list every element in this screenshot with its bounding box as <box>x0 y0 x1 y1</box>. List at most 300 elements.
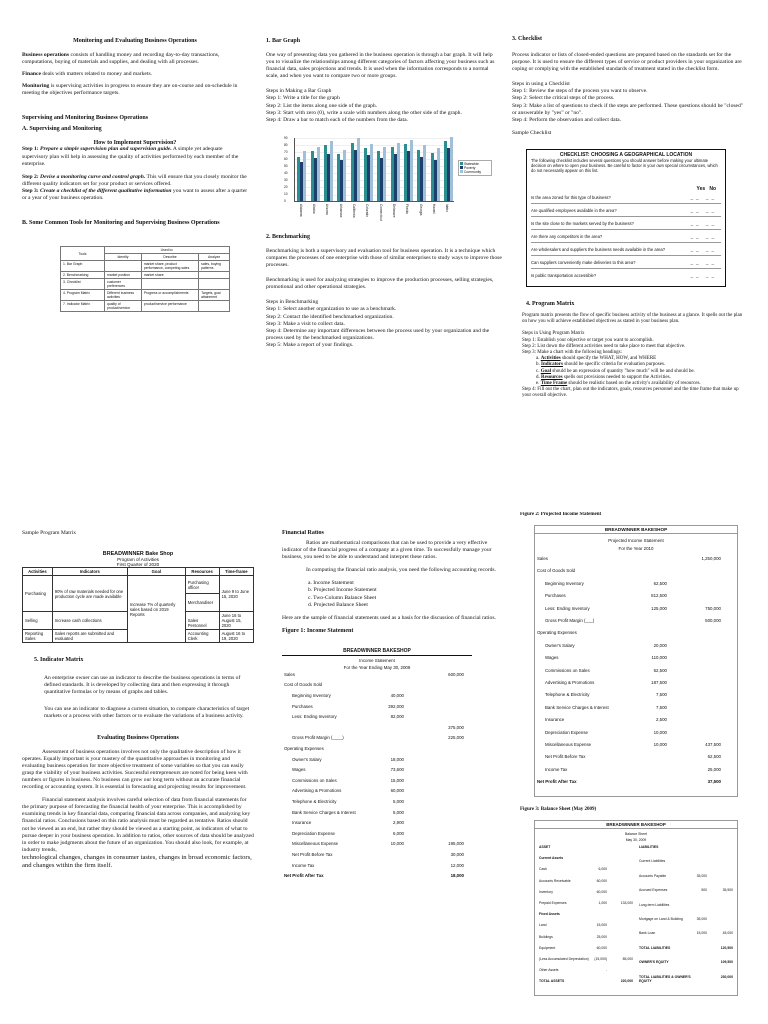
list-item: d. Projected Balance Sheet <box>308 601 368 608</box>
x-tick-label: Alaska <box>312 203 316 214</box>
statement-period: May 30, 2009 <box>625 838 647 842</box>
row-value: 6,000 <box>598 867 607 872</box>
row-value: 125,000 <box>651 605 667 611</box>
row-value: 7,500 <box>656 692 667 698</box>
row-value: 60,000 <box>390 788 404 794</box>
row-label: Equipment <box>539 945 556 950</box>
statement-row <box>282 672 472 683</box>
y-tick: 20 <box>284 184 288 189</box>
yes-no-header: Yes No <box>696 185 716 192</box>
row-label: Current Liabilities <box>639 859 666 864</box>
matrix-subtitle: Program of Activities <box>117 557 159 563</box>
row-value: 1,250,000 <box>701 556 721 561</box>
row-value: 60,000 <box>596 878 607 883</box>
matrix-title: BREADWINNER Bake Shop <box>102 551 174 558</box>
step: Step 3: Start with zero (0), write a scale with numbers along the other side of the graph. <box>266 109 462 116</box>
statement-row <box>282 852 472 863</box>
paragraph: Benchmarking is both a supervisory and evaluation tool for business operation. It is a technique which compares the processes of one enterprise with those of similar enterprises to study ways to improve those processes. <box>266 247 502 269</box>
row-label: Owner's Salary <box>545 642 575 648</box>
paragraph: In computing the financial ratio analysis, you need the following accounting records. <box>306 567 496 574</box>
row-label: Land <box>539 923 547 928</box>
row-label: Cash <box>539 867 547 872</box>
paragraph: Business operations consists of handling money and recording day-to-day transactions, computations, buying of materials and supplies, and dealing with all processes. <box>22 52 220 66</box>
step: Step 2: List the items along one side of the graph. <box>266 102 378 109</box>
x-tick-label: Arizona <box>325 203 330 215</box>
row-label: Telephone & Electricity <box>545 692 590 698</box>
y-tick: 60 <box>284 156 288 161</box>
statement-title: BREADWINNER BAKESHOP <box>535 526 737 534</box>
statement-row <box>535 618 739 629</box>
row-label: Gross Profit Margin (____) <box>292 735 344 741</box>
row-label: Depreciation Expense <box>292 830 335 836</box>
row-value: 195,000 <box>448 841 464 847</box>
statement-row <box>282 788 472 799</box>
statement-row <box>282 810 472 821</box>
row-label: Purchases <box>545 593 566 599</box>
row-value: 25,000 <box>707 766 721 772</box>
row-label: TOTAL LIABILITIES <box>639 945 671 950</box>
y-axis-labels <box>284 135 292 204</box>
row-value: 62,500 <box>653 580 667 586</box>
row-label: Telephone & Electricity <box>292 799 337 805</box>
paragraph: Program matrix presents the flow of specific business activity of the business at a glance. It spells out the plan on how you will achieve established objectives as stated in your business plan. <box>522 312 743 325</box>
y-tick: 40 <box>284 170 288 175</box>
figure-caption: Figure 1: Income Statement <box>282 627 354 634</box>
statement-row <box>535 717 739 728</box>
paragraph: Process indicator or lists of closed-ended questions are prepared based on the standards set for the purpose. It is used to ensure the different types of service or product providers in your organization are coping or complying with the established standards of treatment stated in the checklist form. <box>512 52 742 73</box>
paragraph: Assessment of business operations involves not only the qualitative description of how it operates. Equally important is your mastery of the quantitative approaches in monitoring and evaluating business operation for more objective treatment of some variables so that you can easily grasp the viability of your business activities. Successful entrepreneurs are noted for being keen with numbers or figures in business. No business can grow our long term without an accurate financial recording or accounting system. It is essential in forecasting and projecting results for improvement. <box>22 748 248 791</box>
row-value: 600,000 <box>448 671 464 677</box>
statement-rows <box>535 556 739 796</box>
step-2: Step 2: Devise a monitoring curve and control graph. This will ensure that you closely monitor the different quality indicators set for your product or services offered. <box>22 173 247 187</box>
plot-area <box>294 138 454 202</box>
x-axis-labels <box>294 204 454 224</box>
y-tick: 80 <box>284 142 288 147</box>
divider <box>531 255 721 256</box>
row-value: 1,000 <box>598 901 607 905</box>
row-value: 82,000 <box>390 714 404 720</box>
row-label: Advertising & Promotions <box>292 788 342 794</box>
step: Step 4: Fill out the chart, plan out the indicators, goals, resources personnel and the time frame that make up your overall objective. <box>522 387 739 399</box>
steps-title: Steps in using a Checklist <box>512 81 570 88</box>
paragraph: Financial statement analysis involves careful selection of data from financial statements for the primary purpose of forecasting the financial health of your enterprise. This is accomplished by examining trends in key financial data, comparing financial data across companies, and analyzing key financial ratios. Conclusions based on this ratio analysis must be regarded as tentative. Ratios should not be viewed as an end, but rather they should be viewed as a starting point, as indicators of what to pursue deeper in your business operation. In addition to ratios, other sources of data should be analyzed in order to make judgments about the future of an organization. You should also look, for example, at industry trends, <box>22 797 254 853</box>
row-value: 6,000 <box>393 830 404 836</box>
list-item: c. Two-Column Balance Sheet <box>308 594 377 601</box>
figure-caption: Figure 3: Balance Sheet (May 2009) <box>520 807 597 812</box>
table-cell: Increase cash collections <box>52 612 127 630</box>
step: Step 1: Establish your objective or target you want to accomplish. <box>522 337 654 343</box>
balance-row <box>639 946 735 957</box>
heading-list <box>522 356 748 387</box>
statement-row <box>535 593 739 604</box>
row-label: Cost of Goods Sold <box>537 568 576 574</box>
statement-row <box>282 799 472 810</box>
row-value: 7,500 <box>656 704 667 710</box>
program-matrix-table: Activities Indicators Goal Resources Time-frame Purchasing 90% of raw materials needed for one production cycle are made available Increase 7% of quarterly sales based on 2019 Reports Purchasing officer June 9 to June 15, 2020 Merchandiser Selling Increase cash collections Sales Personnel June 16 to August 15, 2020 Reporting Sales Sales reports are submitted and evaluated Accounting Clerk August 16 to 19, 2020 <box>22 567 254 643</box>
statement-period: For the Year 2010 <box>618 546 654 551</box>
row-label: Sales <box>284 671 295 677</box>
bar-community-alabama <box>303 151 306 201</box>
step-3: Step 3: Create a checklist of the different qualitative information you want to assess after a quarter or a year of your business operation. <box>22 187 248 202</box>
statement-row <box>282 725 472 736</box>
checkbox-pair[interactable]: __ __ <box>690 194 717 200</box>
checkbox-pair[interactable]: __ __ <box>690 246 717 252</box>
row-label: Bank Service Charges & Interest <box>292 809 356 815</box>
bar-community-california <box>357 138 360 201</box>
row-label: Beginning Inventory <box>292 693 331 699</box>
table-cell: August 16 to 19, 2020 <box>219 630 253 643</box>
paragraph: An enterprise owner can use an indicator to describe the business operations in terms of defined standards. It is developed by collecting data and then expressing it through quantitative formulas or by means of graphs and tables. <box>44 675 241 696</box>
row-label: Beginning Inventory <box>545 580 584 586</box>
row-label: TOTAL LIABILITIES & OWNER'S EQUITY <box>639 974 691 983</box>
row-label: Buildings <box>539 934 553 939</box>
row-label: Miscellaneous Expense <box>292 841 339 847</box>
statement-row <box>535 680 739 691</box>
row-label: Wages <box>292 767 306 773</box>
row-label: Income Tax <box>545 766 568 772</box>
list-item: a. Activities should specify the WHAT, HOW, and WHERE <box>536 356 657 362</box>
row-value: 750,000 <box>705 605 721 611</box>
checklist-intro: The following checklist includes several questions you should answer before making your ultimate decision on where to open your business. Be careful to factor in your own special circumstances, which do not necessarily appear on this list. <box>531 157 718 174</box>
statement-subtitle: Income Statement <box>359 657 395 663</box>
balance-row <box>639 903 735 914</box>
table-cell: Merchandiser <box>185 594 219 612</box>
row-label: Accounts Payable <box>639 873 667 878</box>
balance-row <box>539 935 635 946</box>
row-label: Wages <box>545 655 559 661</box>
caption: Sample Program Matrix <box>22 530 77 536</box>
row-label: Less: Ending Inventory <box>292 714 337 720</box>
statement-subtitle: Balance Sheet <box>624 832 648 836</box>
y-tick: 10 <box>284 191 288 196</box>
statement-row <box>282 778 472 789</box>
checkbox-pair[interactable]: __ __ <box>690 233 717 239</box>
row-label: Bank Loan <box>639 931 656 936</box>
row-value: 35,000 <box>696 917 707 921</box>
page-3 <box>512 28 748 488</box>
paragraph: Monitoring is supervising activities in progress to ensure they are on-course and on-schedule in meeting the objectives performance targets. <box>22 83 238 97</box>
statement-row <box>535 581 739 592</box>
x-tick-label: California <box>352 203 356 218</box>
row-label: Mortgage on Land & Building <box>639 917 683 921</box>
row-value: 187,500 <box>651 680 667 685</box>
section-heading: Financial Ratios <box>282 530 324 536</box>
table-cell: Sales reports are submitted and evaluated <box>52 630 127 643</box>
row-label: Commissions on Sales <box>292 777 337 783</box>
matrix-subtitle: First Quarter of 2020 <box>116 562 160 568</box>
row-value: 62,500 <box>707 754 721 760</box>
balance-row <box>539 923 635 934</box>
steps-title: Steps in Benchmarking <box>266 299 319 306</box>
checkbox-pair[interactable]: __ __ <box>690 272 717 278</box>
statement-row <box>535 705 739 716</box>
bar-community-arkansas <box>343 150 346 201</box>
assets-column <box>539 845 635 993</box>
row-label: Insurance <box>292 820 312 826</box>
legend-item: Community <box>460 170 490 174</box>
section-heading: 4. Program Matrix <box>526 300 575 307</box>
step: Step 3: Make a visit to collect data. <box>266 320 345 327</box>
list-item: b. Projected Income Statement <box>308 587 377 594</box>
row-value: - <box>605 968 607 973</box>
row-label: Less: Ending Inventory <box>545 605 590 611</box>
y-tick: 90 <box>284 135 288 140</box>
balance-row <box>539 879 635 890</box>
balance-row <box>539 979 635 990</box>
y-tick: 70 <box>284 149 288 154</box>
statement-row <box>282 873 472 884</box>
step: Step 2: List down the different activities need to take place to meet that objective. <box>522 343 686 349</box>
statement-row <box>535 606 739 617</box>
table-cell: Sales Personnel <box>185 612 219 630</box>
row-label: Owner's Salary <box>292 756 322 762</box>
section-heading: 2. Benchmarking <box>266 233 311 240</box>
step: Step 5: Make a report of your findings. <box>266 341 354 348</box>
row-value: 110,000 <box>651 655 667 661</box>
x-tick-label: Arkansas <box>338 203 343 218</box>
checklist-question: Is the area zoned for this type of business? <box>531 194 611 200</box>
x-tick-label: Florida <box>405 203 410 214</box>
step: Step 4: Draw a bar to match each of the numbers from the data. <box>266 116 408 123</box>
balance-row <box>539 901 635 912</box>
row-label: Net Profit After Tax <box>284 873 324 879</box>
step: Step 4: Determine any important differences between the process used by your organization and the process used by the benchmarked organizations. <box>266 327 490 341</box>
y-tick: 30 <box>284 177 288 182</box>
statement-row <box>535 779 739 790</box>
divider <box>531 216 721 217</box>
statement-row <box>535 767 739 778</box>
checklist-box <box>526 149 726 287</box>
step: Step 1: Select another organization to use as a benchmark. <box>266 306 397 313</box>
row-label: Gross Profit Margin (___) <box>545 618 595 623</box>
row-value: 73,600 <box>390 767 404 773</box>
row-label: Sales <box>537 556 548 561</box>
liabilities-column <box>639 845 735 993</box>
x-tick-label: Delaware <box>392 203 396 218</box>
row-label: Net Profit Before Tax <box>545 754 586 760</box>
bar-community-georgia <box>423 145 426 200</box>
statement-row <box>282 704 472 715</box>
statement-title: BREADWINNER BAKESHOP <box>282 648 472 656</box>
section-heading: 3. Checklist <box>512 36 542 42</box>
checklist-question: Is the site close to the markets served by the business? <box>531 220 634 226</box>
table-cell: Selling <box>23 612 53 630</box>
row-value: 2,500 <box>656 717 667 723</box>
table-cell: June 9 to June 15, 2020 <box>219 576 253 612</box>
row-label: Insurance <box>545 717 565 723</box>
row-value: 37,500 <box>707 779 721 785</box>
row-label: Miscellaneous Expense <box>545 742 592 747</box>
bar-community-colorado <box>370 144 373 201</box>
statement-row <box>535 643 739 654</box>
checkbox-pair[interactable]: __ __ <box>690 220 717 226</box>
statement-row <box>535 692 739 703</box>
row-value: 375,000 <box>448 724 464 730</box>
statement-row <box>282 863 472 874</box>
row-value: 18,000 <box>390 756 404 762</box>
balance-row <box>539 912 635 923</box>
bar-chart <box>284 135 492 224</box>
balance-row <box>639 975 735 986</box>
statement-row <box>282 693 472 704</box>
statement-row <box>282 767 472 778</box>
x-tick-label: Connecticut <box>378 203 383 221</box>
row-value: 15,000 <box>596 923 607 928</box>
step: Step 2: Contact the identified benchmarked organization. <box>266 313 394 320</box>
steps-title: Steps in Using Program Matrix <box>522 331 585 337</box>
bar-community-florida <box>410 140 413 201</box>
balance-row <box>639 917 735 928</box>
row-value: 40,000 <box>390 693 404 699</box>
step: Step 2: Select the critical steps of the process. <box>512 95 615 102</box>
x-tick-label: Hawaii <box>432 203 436 214</box>
balance-row <box>639 931 735 942</box>
row-value: 10,000 <box>390 841 404 847</box>
divider <box>531 229 721 230</box>
balance-row <box>539 968 635 979</box>
steps-title: Steps in Making a Bar Graph <box>266 88 332 95</box>
figure-caption: Figure 2: Projected Income Statement <box>520 512 602 517</box>
balance-row <box>539 957 635 968</box>
table-cell: Purchasing officer <box>185 576 219 594</box>
checkbox-pair[interactable]: __ __ <box>690 259 717 265</box>
row-label: Accrued Expenses <box>639 888 668 893</box>
row-label: Other Assets <box>539 968 559 973</box>
row-label: Current Assets <box>539 856 564 861</box>
row-value: 5,000 <box>393 799 404 805</box>
row-label: Advertising & Promotions <box>545 680 595 685</box>
x-tick-label: Georgia <box>418 203 423 216</box>
bar-community-alaska <box>317 147 320 201</box>
row-label: OWNER'S EQUITY <box>639 960 669 965</box>
row-value: 12,000 <box>450 862 464 868</box>
row-value: 85,000 <box>622 957 633 961</box>
row-label: Operating Expenses <box>537 630 577 636</box>
row-value: 15,000 <box>696 931 707 936</box>
section-heading: B. Some Common Tools for Monitoring and Supervising Business Operations <box>22 220 220 227</box>
statement-title: BREADWINNER BAKESHOP <box>535 821 737 829</box>
row-value: 5,000 <box>393 809 404 815</box>
checkbox-pair[interactable]: __ __ <box>690 207 717 213</box>
divider <box>531 203 721 204</box>
section-heading: Supervising and Monitoring Business Operations <box>22 115 149 122</box>
section-heading: 1. Bar Graph <box>266 38 301 44</box>
row-value: 35,500 <box>722 888 733 893</box>
paragraph: technological changes, changes in consumer tastes, changes in broad economic factors, and changes within the firm itself. <box>22 853 252 869</box>
row-label: LIABILITIES <box>639 845 659 849</box>
row-value: 500,000 <box>705 618 721 623</box>
row-label: Net Profit After Tax <box>537 779 577 785</box>
section-heading: A. Supervising and Monitoring <box>22 126 102 133</box>
checklist-question: Are qualified employees available in the area? <box>531 207 617 213</box>
row-value: 392,000 <box>388 703 404 709</box>
row-value: 30,000 <box>450 852 464 858</box>
row-label: TOTAL ASSETS <box>539 979 565 984</box>
page-1 <box>22 28 248 428</box>
statement-row <box>282 757 472 768</box>
page-title: Monitoring and Evaluating Business Operations <box>73 38 197 44</box>
checklist-title: CHECKLIST: CHOOSING A GEOGRAPHICAL LOCATION <box>559 151 693 158</box>
statement-row <box>282 714 472 725</box>
divider <box>531 242 721 243</box>
caption: Sample Checklist <box>512 129 552 136</box>
statement-period: For the Year Ending May 30, 2009 <box>343 664 411 670</box>
row-value: 437,500 <box>705 742 721 747</box>
statement-row <box>535 568 739 579</box>
row-label: Prepaid Expenses <box>539 901 567 905</box>
balance-sheet <box>534 820 738 996</box>
row-value: 220,000 <box>620 979 633 984</box>
page-6 <box>520 512 752 1002</box>
row-value: 60,000 <box>596 889 607 894</box>
balance-row <box>539 856 635 867</box>
checklist-question: Are there any competitors in the area? <box>531 233 603 239</box>
legend-item: Statewide <box>460 162 490 166</box>
table-cell: Purchasing <box>23 576 53 612</box>
balance-row <box>539 845 635 856</box>
paragraph: You can use an indicator to diagnose a current situation, to compare characteristics of target markets or a process with other factors or to evaluate the variations of a business activity. <box>44 706 250 720</box>
row-label: (Less Accumulated Depreciation) <box>539 957 589 961</box>
paragraph: One way of presenting data you gathered in the business operation is through a bar graph. It will help you to visualize the relationships among different categories of factors affecting your business such as financial data, sales projections and trends. It is used when the information corresponds to a normal scale, and when you want to compare two or more groups. <box>266 52 495 80</box>
x-tick-label: Idaho <box>445 203 450 212</box>
row-value: 45,000 <box>722 931 733 936</box>
income-statement <box>282 648 472 888</box>
balance-row <box>639 874 735 885</box>
balance-row <box>639 960 735 971</box>
row-value: 500 <box>701 888 707 893</box>
statement-row <box>282 841 472 852</box>
subheading: How to Implement Supervision? <box>93 140 177 147</box>
balance-row <box>639 888 735 899</box>
statement-row <box>535 742 739 753</box>
section-heading: 5. Indicator Matrix <box>34 657 84 664</box>
row-value: 62,500 <box>653 667 667 673</box>
statement-row <box>282 735 472 746</box>
row-value: 2,900 <box>393 820 404 826</box>
statement-row <box>282 746 472 757</box>
row-label: Purchases <box>292 703 313 709</box>
row-label: Fixed Assets <box>539 912 560 917</box>
statement-row <box>535 655 739 666</box>
page-4 <box>22 524 254 994</box>
row-value: 15,000 <box>390 777 404 783</box>
bar-community-delaware <box>397 143 400 201</box>
statement-row <box>282 820 472 831</box>
row-label: Operating Expenses <box>284 746 324 752</box>
tools-table: Tools Used to: Identify Describe Analyze 1. Bar Graph market share, product performance, competing sales sales, buying patterns 2. Benchmarking market position market share 3. Checklist customer preferences 4. Program Matrix Different business activities Progress or accomplishments Targets, goal attainment 7. Indicator Matrix quality of product/service product/service performance <box>60 246 230 312</box>
step: Step 1: Write a title for the graph <box>266 95 340 102</box>
paragraph: Benchmarking is used for analyzing strategies to improve the production processes, selling strategies, promotional and other operational strategies. <box>266 277 494 291</box>
row-label: Bank Service Charges & Interest <box>545 704 609 710</box>
list-item: d. Resources spells out provisions needed to support the Activities. <box>536 374 671 380</box>
y-tick: 0 <box>284 198 286 203</box>
bar-community-connecticut <box>383 147 386 201</box>
list-item: a. Income Statement <box>308 580 354 587</box>
table-cell: 90% of raw materials needed for one production cycle are made available <box>52 576 127 612</box>
row-value: 10,000 <box>653 729 667 735</box>
balance-row <box>639 859 735 870</box>
statement-row <box>535 668 739 679</box>
row-label: Income Tax <box>292 862 315 868</box>
section-heading: Evaluating Business Operations <box>97 734 179 741</box>
row-value: 25,000 <box>596 934 607 939</box>
row-value: (15,000) <box>594 957 607 961</box>
row-value: 10,000 <box>653 742 667 747</box>
balance-row <box>539 946 635 957</box>
statement-subtitle: Projected Income Statement <box>608 538 664 543</box>
bar-community-arizona <box>330 141 333 201</box>
row-label: Depreciation Expense <box>545 729 588 735</box>
